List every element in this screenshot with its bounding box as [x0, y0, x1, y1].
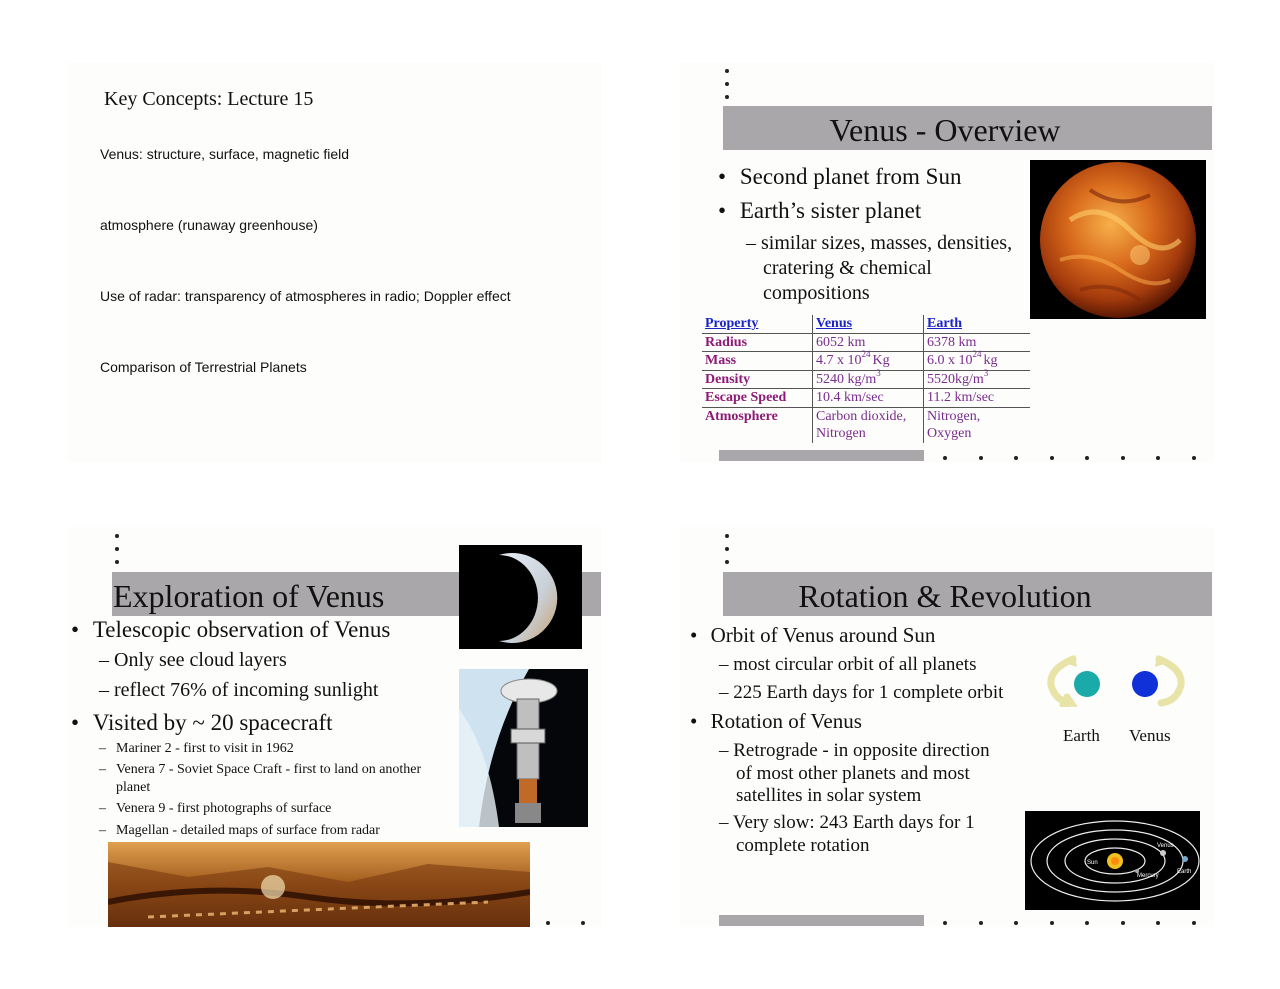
bullet-char: •: [71, 617, 80, 642]
table-row: Mass 4.7 x $10^{24}$ Kg 6.0 x $10^{24}$ kg: [702, 352, 1030, 371]
sub-bullet-line: – most circular orbit of all planets: [719, 654, 977, 675]
venus-dot: [1132, 671, 1158, 697]
bullet-item: • Telescopic observation of Venus: [71, 617, 391, 642]
slide2-title: Venus - Overview: [829, 112, 1061, 148]
slide-exploration-of-venus: [68, 527, 602, 927]
table-header: Venus: [813, 315, 924, 333]
svg-text:Sun: Sun: [1087, 860, 1098, 866]
table-row: Radius 6052 km 6378 km: [702, 333, 1030, 352]
bullet-item: • Earth’s sister planet: [718, 198, 922, 223]
svg-text:Mercury: Mercury: [1137, 873, 1159, 879]
slide-key-concepts: [68, 62, 602, 462]
slide3-title: Exploration of Venus: [113, 578, 385, 614]
sub-bullet-line: – Retrograde - in opposite direction: [719, 740, 990, 761]
mission-item: – Venera 9 - first photographs of surface: [99, 801, 332, 816]
footer-bar: [719, 915, 924, 926]
mission-item-continuation: planet: [116, 780, 151, 795]
footer-bar: [719, 450, 924, 461]
sub-bullet-line: – 225 Earth days for 1 complete orbit: [719, 682, 1004, 703]
sub-bullet-line: – Only see cloud layers: [99, 649, 287, 671]
magellan-spacecraft-image: [459, 669, 588, 827]
bullet-char: •: [718, 164, 727, 189]
venus-surface-image: [108, 842, 530, 927]
mission-item: – Mariner 2 - first to visit in 1962: [99, 741, 294, 756]
rotation-direction-diagram: [1045, 655, 1187, 707]
slide-rotation-revolution: [680, 527, 1214, 927]
sub-bullet-line: – reflect 76% of incoming sunlight: [99, 679, 379, 701]
sub-bullet-line: – Very slow: 243 Earth days for 1: [719, 812, 975, 833]
key-concept-item: Venus: structure, surface, magnetic field: [100, 146, 350, 162]
sub-bullet-line: cratering & chemical: [763, 257, 932, 279]
svg-text:Venus: Venus: [1157, 843, 1174, 849]
key-concept-item: atmosphere (runaway greenhouse): [100, 217, 318, 233]
venus-earth-comparison-table: [702, 315, 1030, 443]
sub-bullet-line: of most other planets and most: [736, 763, 970, 784]
sub-bullet-line: satellites in solar system: [736, 785, 922, 806]
bullet-item: • Second planet from Sun: [718, 164, 962, 189]
table-header: Property: [702, 315, 813, 333]
sub-bullet-line: – similar sizes, masses, densities,: [746, 232, 1013, 254]
sub-bullet-line: compositions: [763, 282, 870, 304]
bullet-char: •: [71, 710, 80, 735]
mission-item: – Venera 7 - Soviet Space Craft - first to land on another: [99, 762, 422, 777]
earth-label: Earth: [1063, 726, 1100, 745]
crescent-venus-image: [459, 545, 582, 649]
table-row: Atmosphere Carbon dioxide, Nitrogen Nitrogen, Oxygen: [702, 407, 1030, 443]
bullet-char: •: [690, 709, 698, 733]
mission-item: – Magellan - detailed maps of surface from radar: [99, 823, 380, 838]
slide1-title: Key Concepts: Lecture 15: [104, 88, 314, 110]
slide4-title: Rotation & Revolution: [798, 578, 1092, 614]
venus-planet-image: [1030, 160, 1206, 319]
slide-venus-overview: [680, 62, 1214, 462]
bullet-char: •: [718, 198, 727, 223]
key-concept-item: Use of radar: transparency of atmospheres in radio; Doppler effect: [100, 288, 511, 304]
svg-text:Earth: Earth: [1177, 869, 1192, 875]
venus-label: Venus: [1129, 726, 1171, 745]
table-row: Escape Speed 10.4 km/sec 11.2 km/sec: [702, 389, 1030, 408]
solar-orbits-image: [1025, 811, 1200, 910]
bullet-item: • Visited by ~ 20 spacecraft: [71, 710, 333, 735]
bullet-item: • Orbit of Venus around Sun: [690, 623, 936, 647]
key-concept-item: Comparison of Terrestrial Planets: [100, 359, 307, 375]
bullet-char: •: [690, 623, 698, 647]
earth-dot: [1074, 671, 1100, 697]
bullet-item: • Rotation of Venus: [690, 709, 862, 733]
table-header: Earth: [924, 315, 1031, 333]
table-row: Density 5240 $kg/m^3$ $5520kg/m^3$: [702, 370, 1030, 389]
sub-bullet-line: complete rotation: [736, 835, 870, 856]
